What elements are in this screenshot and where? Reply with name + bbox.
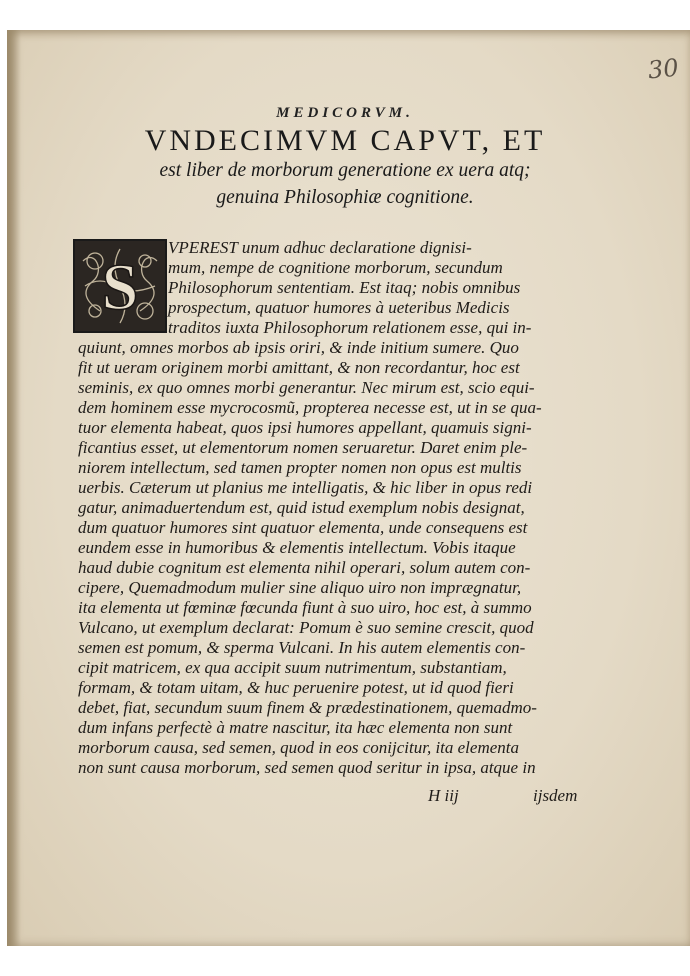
- text-line: quiunt, omnes morbos ab ipsis oriri, & inde initium sumere. Quo: [78, 338, 519, 357]
- text-line: mum, nempe de cognitione morborum, secundum: [168, 258, 503, 277]
- text-line: Philosophorum sententiam. Est itaq; nobis omnibus: [168, 278, 521, 297]
- running-head: MEDICORVM.: [276, 105, 414, 121]
- text-line: seminis, ex quo omnes morbi generantur. Nec mirum est, scio equi-: [78, 378, 535, 397]
- subtitle-line: genuina Philosophiæ cognitione.: [216, 187, 474, 208]
- signature-mark: H iij: [428, 786, 459, 805]
- chapter-subtitle: [0, 157, 690, 211]
- text-line: niorem intellectum, sed tamen propter nomen non opus est multis: [78, 458, 522, 477]
- text-line: debet, fiat, secundum suum finem & prædestinationem, quemadmo-: [78, 698, 537, 717]
- text-line: traditos iuxta Philosophorum relationem esse, qui in-: [168, 318, 532, 337]
- text-line: tuor elementa habeat, quos ipsi humores appellant, quamuis signi-: [78, 418, 532, 437]
- chapter-title: VNDECIMVM CAPVT, ET: [144, 124, 546, 157]
- text-line: dum infans perfectè à matre nascitur, ita hæc elementa non sunt: [78, 718, 513, 737]
- text-line: ficantius esset, ut elementorum nomen seruaretur. Daret enim ple-: [78, 438, 528, 457]
- text-line: prospectum, quatuor humores à ueteribus Medicis: [168, 298, 510, 317]
- initial-letter-glyph: S: [101, 251, 139, 324]
- text-line: non sunt causa morborum, sed semen quod seritur in ipsa, atque in: [78, 758, 536, 777]
- decorated-initial-letter: [73, 239, 167, 333]
- folio-number: 30: [646, 53, 680, 85]
- subtitle-line: est liber de morborum generatione ex uera atq;: [159, 160, 531, 181]
- text-line: uerbis. Cæterum ut planius me intelligatis, & hic liber in opus redi: [78, 478, 533, 497]
- text-line: eundem esse in humoribus & elementis intellectum. Vobis itaque: [78, 538, 516, 557]
- text-line: Vulcano, ut exemplum declarat: Pomum è suo semine crescit, quod: [78, 618, 534, 637]
- text-line: dem hominem esse mycrocosmũ, propterea necesse est, ut in se qua-: [78, 398, 542, 417]
- text-line: semen est pomum, & sperma Vulcani. In his autem elementis con-: [78, 638, 526, 657]
- text-line: haud dubie cognitum est elementa nihil operari, solum autem con-: [78, 558, 531, 577]
- text-line: dum quatuor humores sint quatuor elementa, unde consequens est: [78, 518, 528, 537]
- text-line: morborum causa, sed semen, quod in eos conijcitur, ita elementa: [78, 738, 519, 757]
- text-line: cipere, Quemadmodum mulier sine aliquo uiro non imprægnatur,: [78, 578, 522, 597]
- text-line: ita elementa ut fœminæ fœcunda fiunt à suo uiro, hoc est, à summo: [78, 598, 532, 617]
- catchword: ijsdem: [533, 786, 578, 805]
- text-line: fit ut ueram originem morbi amittant, & non recordantur, hoc est: [78, 358, 520, 377]
- text-line: cipit matricem, ex qua accipit suum nutrimentum, substantiam,: [78, 658, 507, 677]
- text-line: formam, & totam uitam, & huc peruenire potest, ut id quod fieri: [78, 678, 514, 697]
- text-line: VPEREST unum adhuc declaratione dignisi-: [168, 238, 472, 257]
- text-line: gatur, animaduertendum est, quid istud exemplum nobis designat,: [78, 498, 525, 517]
